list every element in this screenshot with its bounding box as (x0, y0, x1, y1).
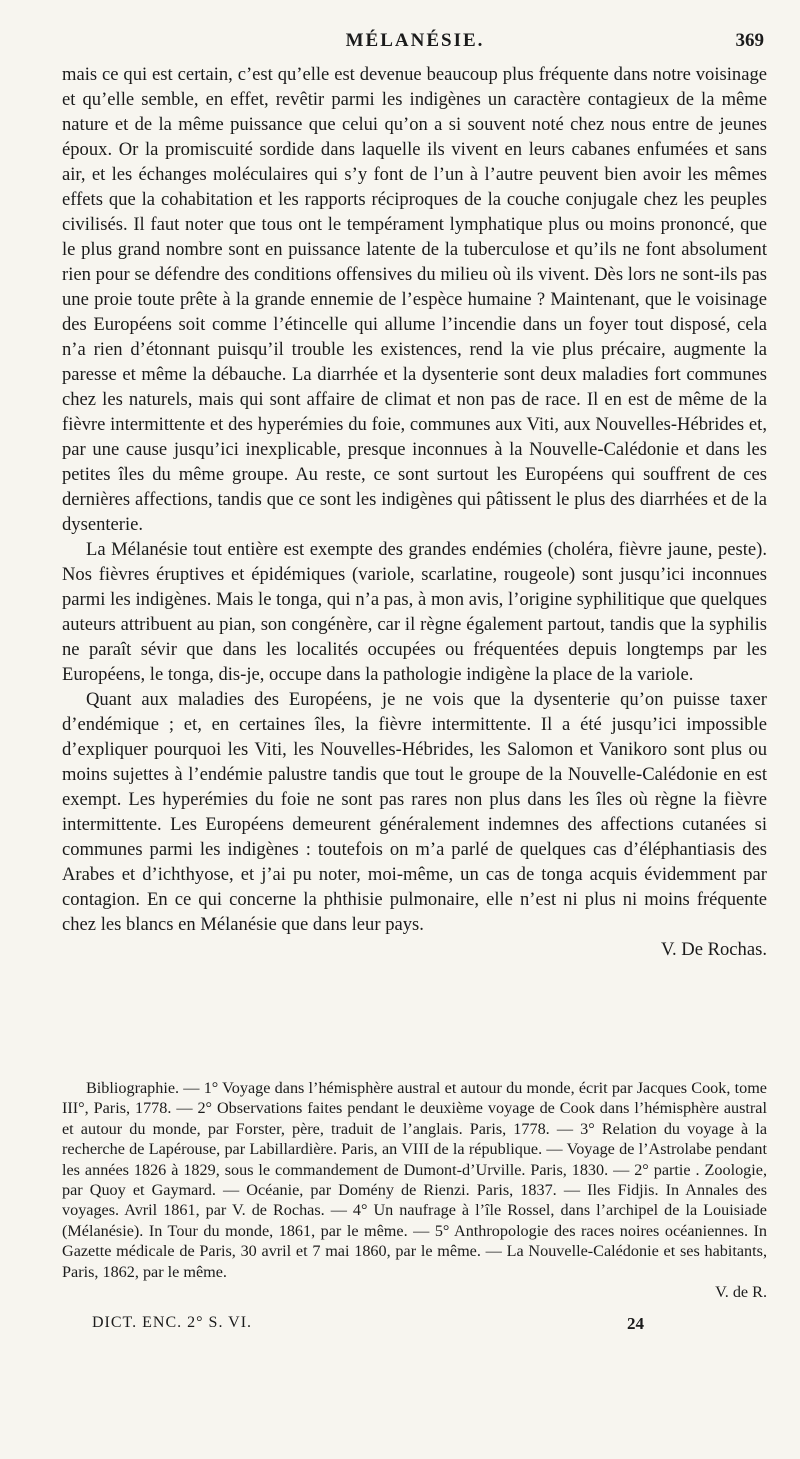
author-signature: V. De Rochas. (660, 939, 767, 960)
paragraph-3: Quant aux maladies des Européens, je ne vois que la dysenterie qu’on puisse taxer d’endémique ; et, en certaines îles, la fièvre intermittente. Il a été jusqu’ici impossible d’expliquer pourquoi les Viti, les Nouvelles-Hébrides, les Salomon et Vanikoro sont plus ou moins sujettes à l’endémie palustre tandis que tout le groupe de la Nouvelle-Calédonie en est exempt. Les hyperémies du foie ne sont pas rares non plus dans les îles où règne la fièvre intermittente. Les Européens demeurent généralement indemnes des affections cutanées si communes parmi les indigènes : toutefois on m’a parlé de quelques cas d’éléphantiasis des Arabes et d’ichthyose, et j’ai pu noter, moi-même, un cas de tonga acquis évidemment par contagion. En ce qui concerne la phthisie pulmonaire, elle n’est ni plus ni moins fréquente chez les blancs en Mélanésie que dans leur pays. (62, 689, 767, 935)
main-text (62, 62, 767, 962)
page-number: 369 (735, 30, 764, 51)
bibliography-text: Bibliographie. — 1° Voyage dans l’hémisphère austral et autour du monde, écrit par Jacques Cook, tome III°, Paris, 1778. — 2° Observations faites pendant le deuxième voyage de Cook dans l’hémisphère austral et autour du monde, par Forster, père, traduit de l’anglais. Paris, 1778. — 3° Relation du voyage à la recherche de Lapérouse, par Labillardière. Paris, an VIII de la république. — Voyage de l’Astrolabe pendant les années 1826 à 1829, sous le commandement de Dumont-d’Urville. Paris, 1830. — 2° partie . Zoologie, par Quoy et Gaymard. — Océanie, par Domény de Rienzi. Paris, 1837. — Iles Fidjis. In Annales des voyages. Avril 1861, par V. de Rochas. — 4° Un naufrage à l’île Rossel, dans l’archipel de la Louisiade (Mélanésie). In Tour du monde, 1861, par le même. — 5° Anthropologie des races noires océaniennes. In Gazette médicale de Paris, 30 avril et 7 mai 1860, par le même. — La Nouvelle-Calédonie et ses habitants, Paris, 1862, par le même. (62, 1079, 767, 1281)
running-title: MÉLANÉSIE. (345, 30, 485, 51)
page-footer (62, 1314, 767, 1340)
bibliography-signature: V. de R. (715, 1283, 767, 1302)
signature-mark: DICT. ENC. 2° S. VI. (92, 1314, 253, 1331)
bibliography (62, 1078, 767, 1302)
paragraph-1: mais ce qui est certain, c’est qu’elle est devenue beaucoup plus fréquente dans notre voisinage et qu’elle semble, en effet, revêtir parmi les indigènes un caractère contagieux de la même nature et de la même puissance que celui qu’on a si souvent noté chez nous entre de jeunes époux. Or la promiscuité sordide dans laquelle ils vivent en leurs cabanes enfumées et sans air, et les échanges moléculaires qui s’y font de l’un à l’autre peuvent bien avoir les mêmes effets que la cohabitation et les rapports réciproques de la couche conjugale chez les peuples civilisés. Il faut noter que tous ont le tempérament lymphatique plus ou moins prononcé, que le plus grand nombre sont en puissance latente de la tuberculose et qu’ils ne font absolument rien pour se défendre des conditions offensives du milieu où ils vivent. Dès lors ne sont-ils pas une proie toute prête à la grande ennemie de l’espèce humaine ? Maintenant, que le voisinage des Européens soit comme l’étincelle qui allume l’incendie dans un foyer tout disposé, cela n’a rien d’étonnant puisqu’il trouble les existences, rend la vie plus précaire, augmente la paresse et même la débauche. La diarrhée et la dysenterie sont deux maladies fort communes chez les naturels, mais qui sont affaire de climat et non pas de race. Il en est de même de la fièvre intermittente et des hyperémies du foie, communes aux Viti, aux Nouvelles-Hébrides et, par une cause jusqu’ici inexplicable, presque inconnues à la Nouvelle-Calédonie et dans les petites îles du même groupe. Au reste, ce sont surtout les Européens qui souffrent de ces dernières affections, tandis que ce sont les indigènes qui pâtissent le plus des diarrhées et de la dysenterie. (62, 64, 767, 535)
sheet-number: 24 (627, 1314, 644, 1333)
running-header (60, 30, 770, 60)
paragraph-2: La Mélanésie tout entière est exempte des grandes endémies (choléra, fièvre jaune, peste). Nos fièvres éruptives et épidémiques (variole, scarlatine, rougeole) sont jusqu’ici inconnues parmi les indigènes. Mais le tonga, qui n’a pas, à mon avis, l’origine syphilitique que quelques auteurs attribuent au pian, son congénère, car il règne également partout, tandis que la syphilis ne paraît sévir que dans les localités occupées ou fréquentées depuis longtemps par les Européens, le tonga, dis-je, occupe dans la pathologie indigène la place de la variole. (62, 539, 767, 685)
